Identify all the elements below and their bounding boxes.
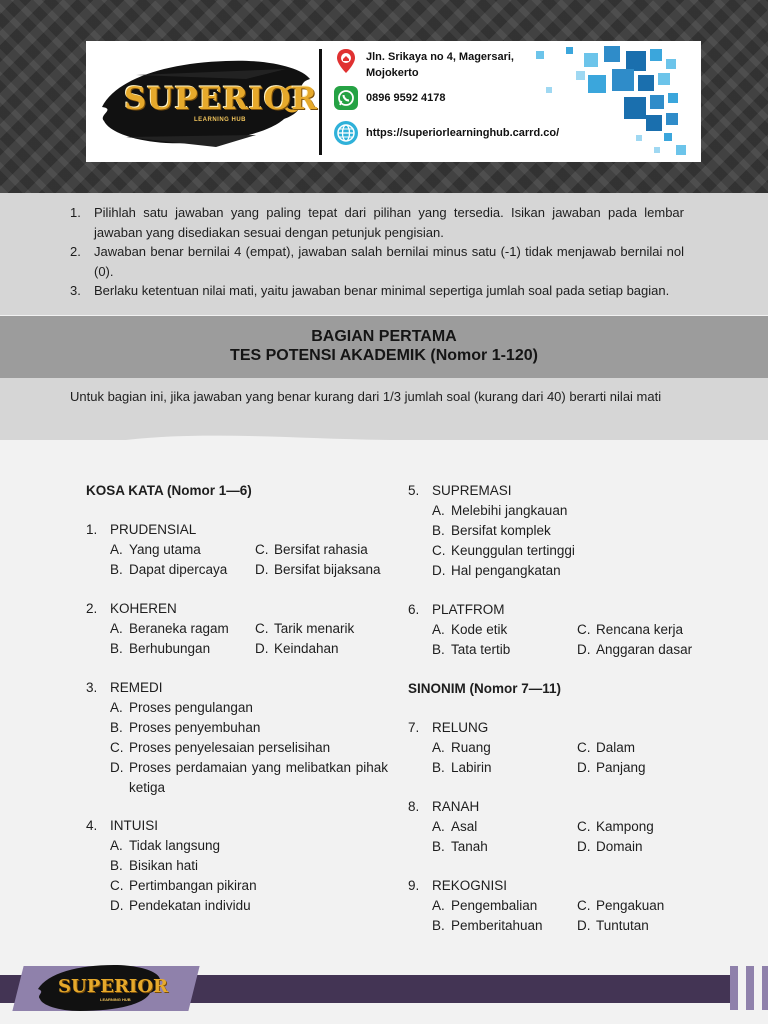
website-link[interactable]: https://superiorlearninghub.carrd.co/ — [366, 127, 560, 139]
question-7: 7. RELUNG — [408, 718, 708, 738]
instruction-number: 2. — [70, 244, 81, 259]
option-b: B. Tata tertib — [432, 642, 511, 657]
footer-logo — [34, 959, 168, 1015]
question-4: 4. INTUISI — [86, 816, 388, 836]
option-d: D. Panjang — [577, 760, 646, 775]
option-a: A. Pengembalian — [432, 898, 538, 913]
question-word: PLATFROM — [432, 602, 505, 617]
question-word: REKOGNISI — [432, 878, 508, 893]
option-a: A. Beraneka ragam — [110, 621, 229, 636]
footer-stripe — [746, 966, 754, 1010]
option-d: D. Anggaran dasar — [577, 642, 693, 657]
logo-text: SUPERIOR — [124, 81, 318, 117]
decorative-curve — [0, 378, 768, 488]
option-c: C. Kampong — [577, 819, 654, 834]
question-word: PRUDENSIAL — [110, 522, 197, 537]
option-a: A. Proses pengulangan — [110, 700, 253, 715]
section-header — [0, 316, 768, 378]
option-b: B. Dapat dipercaya — [110, 562, 228, 577]
question-word: RANAH — [432, 799, 480, 814]
option-a: A. Ruang — [432, 740, 491, 755]
option-d: D. Bersifat bijaksana — [255, 562, 381, 577]
question-word: REMEDI — [110, 680, 163, 695]
question-8: 8. RANAH — [408, 797, 708, 817]
question-word: KOHEREN — [110, 601, 177, 616]
option-b: B. Pemberitahuan — [432, 918, 543, 933]
instruction-item — [70, 203, 684, 242]
option-d: D. Domain — [577, 839, 643, 854]
question-1: 1. PRUDENSIAL — [86, 520, 388, 540]
logo — [96, 49, 316, 154]
whatsapp-icon — [334, 86, 358, 110]
option-d: D. Hal pengangkatan — [432, 563, 561, 578]
instructions-list — [70, 203, 684, 301]
question-word: SUPREMASI — [432, 483, 512, 498]
question-2: 2. KOHEREN — [86, 599, 388, 619]
option-d: D. Keindahan — [255, 641, 339, 656]
header-card — [86, 41, 701, 162]
address-line-2: Mojokerto — [366, 67, 419, 79]
section-title: BAGIAN PERTAMA — [311, 328, 457, 345]
option-c: C. Pengakuan — [577, 898, 665, 913]
option-d: D. Pendekatan individu — [110, 898, 251, 913]
header-divider — [319, 49, 322, 155]
instruction-number: 3. — [70, 283, 81, 298]
option-c: C. Proses penyelesaian perselisihan — [110, 740, 331, 755]
option-b: B. Bersifat komplek — [432, 523, 551, 538]
contact-phone — [334, 86, 446, 110]
footer-stripe — [762, 966, 768, 1010]
option-c: C. Keunggulan tertinggi — [432, 543, 575, 558]
globe-icon — [334, 121, 358, 145]
questions-left-column — [86, 481, 388, 916]
question-5: 5. SUPREMASI — [408, 481, 708, 501]
instruction-text: Pilihlah satu jawaban yang paling tepat dari pilihan yang tersedia. Isikan jawaban pada lembar jawaban yang disediakan sesuai dengan petunjuk pengisian. — [94, 205, 684, 240]
section-note: Untuk bagian ini, jika jawaban yang benar kurang dari 1/3 jumlah soal (kurang dari 40) berarti nilai mati — [70, 389, 662, 404]
option-b: B. Berhubungan — [110, 641, 211, 656]
instruction-text: Jawaban benar bernilai 4 (empat), jawaban salah bernilai minus satu (-1) tidak menjawab bernilai nol (0). — [94, 244, 684, 279]
footer-logo-subtitle: LEARNING HUB — [100, 997, 131, 1002]
contact-address — [334, 49, 514, 81]
option-a: A. Asal — [432, 819, 478, 834]
category-heading: KOSA KATA (Nomor 1—6) — [86, 483, 252, 498]
instruction-number: 1. — [70, 205, 81, 220]
location-pin-icon — [334, 49, 358, 73]
option-d: D. Tuntutan — [577, 918, 649, 933]
option-a: A. Tidak langsung — [110, 838, 221, 853]
phone-number: 0896 9592 4178 — [366, 92, 446, 104]
option-b: B. Bisikan hati — [110, 858, 199, 873]
question-word: INTUISI — [110, 818, 159, 833]
question-9: 9. REKOGNISI — [408, 876, 708, 896]
option-c: C. Tarik menarik — [255, 621, 355, 636]
option-d: D. Proses perdamaian yang melibatkan pihak ketiga — [110, 760, 388, 795]
question-6: 6. PLATFROM — [408, 600, 708, 620]
instruction-item — [70, 281, 684, 301]
section-subtitle: TES POTENSI AKADEMIK (Nomor 1-120) — [230, 347, 538, 364]
question-3: 3. REMEDI — [86, 678, 388, 698]
option-a: A. Melebihi jangkauan — [432, 503, 568, 518]
option-b: B. Proses penyembuhan — [110, 720, 261, 735]
questions-right-column — [408, 481, 708, 936]
footer-stripe — [730, 966, 738, 1010]
decorative-squares — [526, 43, 696, 161]
option-c: C. Bersifat rahasia — [255, 542, 368, 557]
category-heading: SINONIM (Nomor 7—11) — [408, 681, 562, 696]
option-c: C. Rencana kerja — [577, 622, 684, 637]
instructions-panel — [0, 193, 768, 315]
footer-logo-text: SUPERIOR — [58, 976, 168, 997]
option-a: A. Yang utama — [110, 542, 201, 557]
logo-subtitle: LEARNING HUB — [194, 117, 246, 123]
option-b: B. Tanah — [432, 839, 488, 854]
question-word: RELUNG — [432, 720, 489, 735]
instruction-item — [70, 242, 684, 281]
address-line-1: Jln. Srikaya no 4, Magersari, — [366, 51, 514, 63]
instruction-text: Berlaku ketentuan nilai mati, yaitu jawaban benar minimal sepertiga jumlah soal pada setiap bagian. — [94, 283, 670, 298]
option-b: B. Labirin — [432, 760, 492, 775]
option-c: C. Pertimbangan pikiran — [110, 878, 257, 893]
option-c: C. Dalam — [577, 740, 636, 755]
option-a: A. Kode etik — [432, 622, 508, 637]
